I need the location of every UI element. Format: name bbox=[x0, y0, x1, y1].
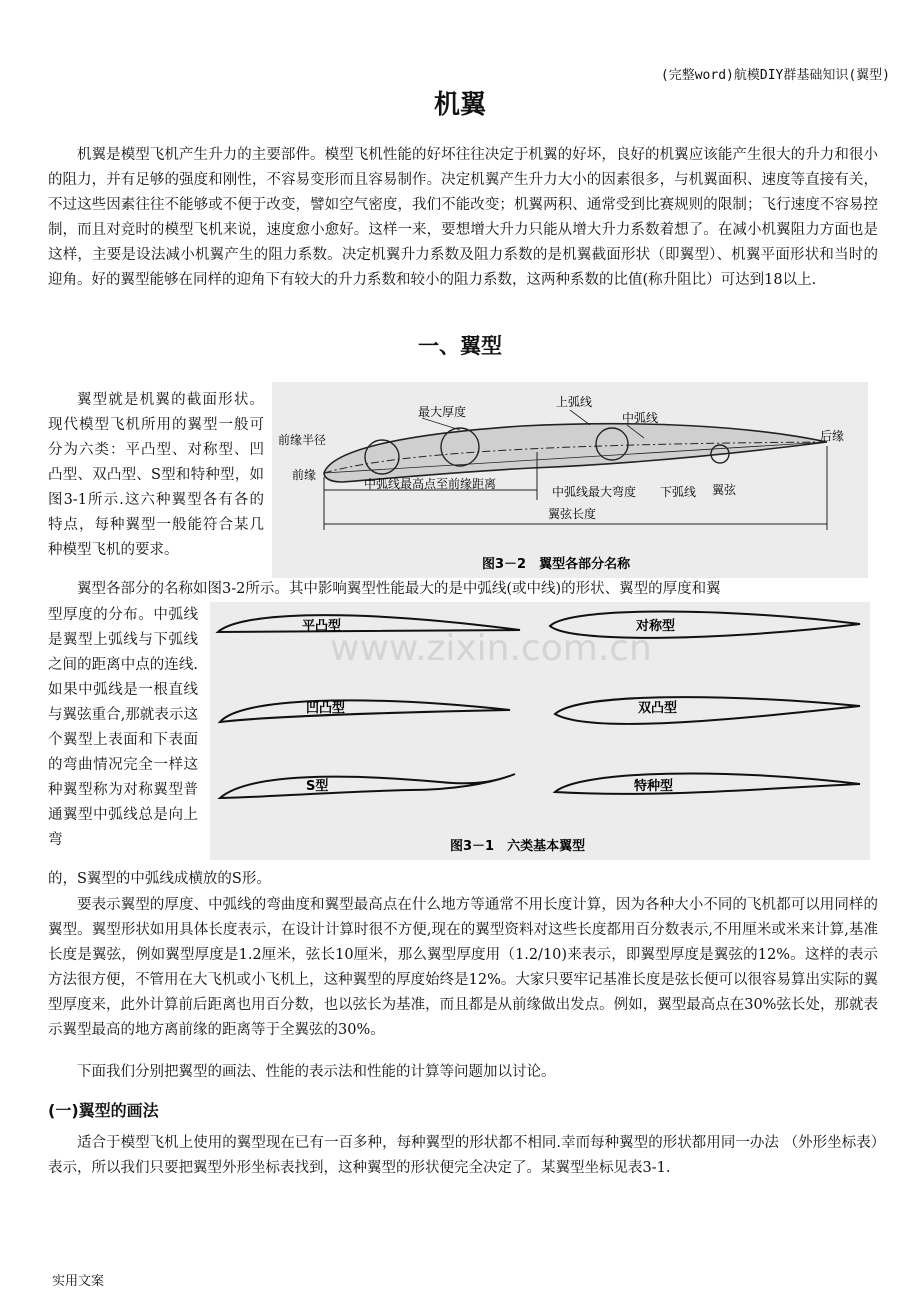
label-leading-edge: 前缘 bbox=[292, 468, 317, 482]
label-trailing-edge: 后缘 bbox=[820, 429, 845, 443]
figure-3-1-caption: 图3－1 六类基本翼型 bbox=[450, 839, 586, 854]
drawing-paragraph: 适合于模型飞机上使用的翼型现在已有一百多种，每种翼型的形状都不相同.幸而每种翼型的形状都用同一办法 （外形坐标表）表示，所以我们只要把翼型外形坐标表找到，这种翼型的形状便完全决定了。某翼型坐标见表3-1. bbox=[48, 1135, 878, 1176]
label-lower-arc: 下弧线 bbox=[660, 485, 697, 499]
label-chord-length: 翼弦长度 bbox=[548, 507, 597, 521]
page-title: 机翼 bbox=[433, 90, 486, 120]
figure-3-2 bbox=[272, 382, 868, 578]
subsection-title: (一)翼型的画法 bbox=[48, 1101, 159, 1120]
page-footer: 实用文案 bbox=[52, 1274, 105, 1289]
label-mean-line: 中弧线 bbox=[622, 411, 659, 425]
type-label-3: 凹凸型 bbox=[306, 701, 346, 716]
label-le-radius: 前缘半径 bbox=[278, 433, 327, 447]
type-label-2: 对称型 bbox=[636, 619, 676, 634]
parts-paragraph-side: 型厚度的分布。中弧线是翼型上弧线与下弧线之间的距离中点的连线.如果中弧线是一根直线与翼弦重合,那就表示这个翼型上表面和下表面的弯曲情况完全一样这种翼型称为对称翼型普通翼型中弧线总是向上弯 bbox=[48, 607, 198, 848]
label-max-camber: 中弧线最大弯度 bbox=[552, 485, 637, 499]
airfoil-outline bbox=[324, 424, 827, 482]
type-label-6: 特种型 bbox=[634, 779, 674, 794]
airfoil-types-paragraph: 翼型就是机翼的截面形状。现代模型飞机所用的翼型一般可分为六类：平凸型、对称型、凹凸型、双凸型、S型和特种型，如图3-1所示.这六种翼型各有各的特点，每种翼型一般能符合某几种模型飞机的要求。 bbox=[48, 392, 264, 558]
watermark: www.zixin.com.cn bbox=[330, 628, 652, 669]
airfoil-biconvex bbox=[555, 697, 860, 724]
percent-paragraph: 要表示翼型的厚度、中弧线的弯曲度和翼型最高点在什么地方等通常不用长度计算，因为各种大小不同的飞机都可以用同样的翼型。翼型形状如用具体长度表示，在设计计算时很不方便,现在的翼型资料对这些长度都用百分数表示,不用厘米或米来计算,基准长度是翼弦，例如翼型厚度是1.2厘米，弦长10厘米，那么翼型厚度用（1.2/10)来表示，即翼型厚度是翼弦的12%。这样的表示方法很方便，不管用在大飞机或小飞机上，这种翼型的厚度始终是12%。大家只要牢记基准长度是弦长便可以很容易算出实际的翼型厚度来，此外计算前后距离也用百分数，也以弦长为基准，而且都是从前缘做出发点。例如，翼型最高点在30%弦长处，那就表示翼型最高的地方离前缘的距离等于全翼弦的30%。 bbox=[48, 897, 878, 1038]
label-upper-arc: 上弧线 bbox=[556, 395, 593, 409]
intro-paragraph: 机翼是模型飞机产生升力的主要部件。模型飞机性能的好坏往往决定于机翼的好坏，良好的机翼应该能产生很大的升力和很小的阻力，并有足够的强度和刚性，不容易变形而且容易制作。决定机翼产生升力大小的因素很多，与机翼面积、速度等直接有关，不过这些因素往往不能够或不便于改变，譬如空气密度，我们不能改变；机翼两积、通常受到比赛规则的限制；飞行速度不容易控制，而且对竞时的模型飞机来说，速度愈小愈好。这样一来，要想增大升力只能从增大升力系数着想了。在减小机翼阻力方面也是这样，主要是设法减小机翼产生的阻力系数。决定机翼升力系数及阻力系数的是机翼截面形状（即翼型）、机翼平面形状和当时的迎角。好的翼型能够在同样的迎角下有较大的升力系数和较小的阻力系数，这两种系数的比值(称升阻比）可达到18以上. bbox=[48, 147, 878, 288]
type-label-5: S型 bbox=[306, 779, 329, 794]
type-label-1: 平凸型 bbox=[302, 619, 342, 634]
type-label-4: 双凸型 bbox=[638, 701, 678, 716]
label-chord: 翼弦 bbox=[712, 483, 737, 497]
figure-3-2-caption: 图3－2 翼型各部分名称 bbox=[482, 557, 631, 572]
parts-paragraph-first-line: 翼型各部分的名称如图3-2所示。其中影响翼型性能最大的是中弧线(或中线)的形状、翼型的厚度和翼 bbox=[77, 581, 721, 597]
next-paragraph: 下面我们分别把翼型的画法、性能的表示法和性能的计算等问题加以讨论。 bbox=[77, 1064, 556, 1080]
airfoil-s-type bbox=[220, 774, 515, 798]
figure-3-1 bbox=[210, 602, 870, 860]
airfoil-special bbox=[555, 774, 860, 794]
page-header: (完整word)航模DIY群基础知识(翼型) bbox=[660, 68, 890, 83]
airfoil-concave-convex bbox=[220, 700, 510, 722]
section-title: 一、翼型 bbox=[418, 334, 502, 358]
label-camber-position: 中弧线最高点至前缘距离 bbox=[364, 477, 497, 491]
label-max-thickness: 最大厚度 bbox=[418, 405, 467, 419]
parts-paragraph-end: 的，S翼型的中弧线成横放的S形。 bbox=[48, 871, 271, 887]
